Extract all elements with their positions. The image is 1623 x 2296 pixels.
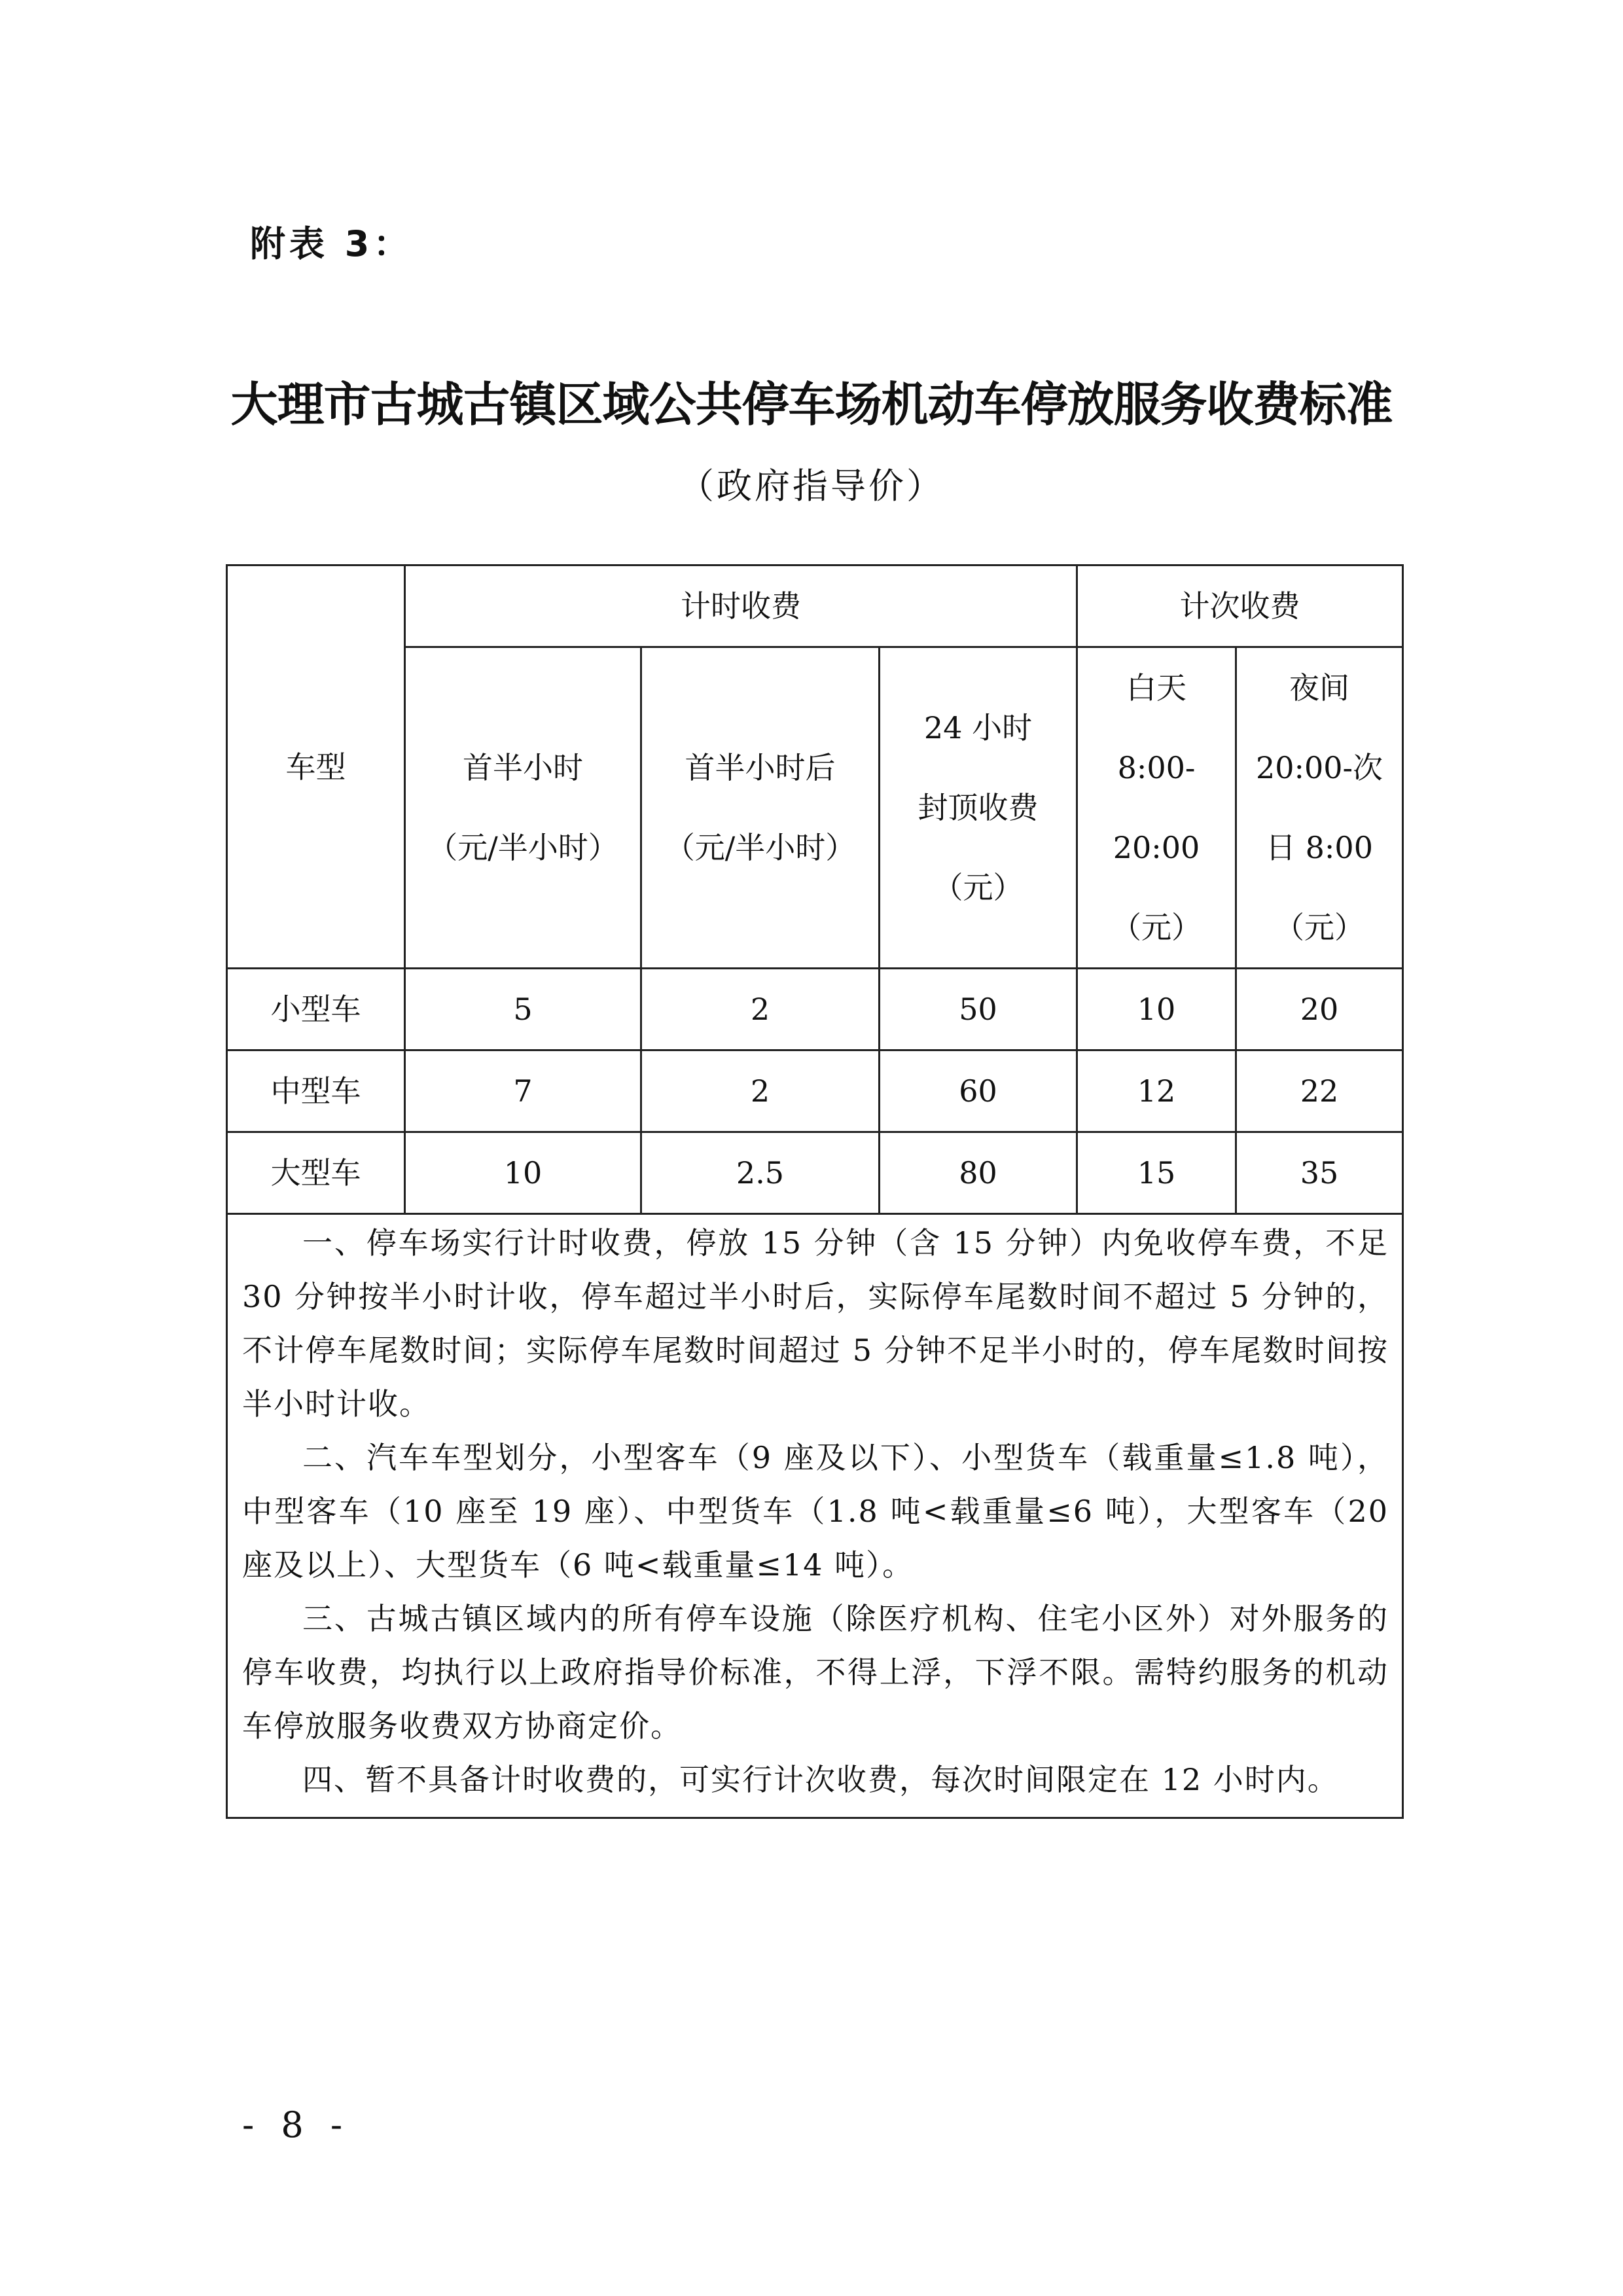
document-subtitle: （政府指导价） — [679, 465, 944, 507]
table-row — [227, 1132, 1403, 1214]
daytime-fee-cell: 12 — [1077, 1050, 1236, 1132]
nighttime-fee-cell: 35 — [1236, 1132, 1403, 1214]
nighttime-fee-cell: 22 — [1236, 1050, 1403, 1132]
after-half-hour-cell: 2 — [641, 1050, 880, 1132]
annex-label: 附表 3： — [250, 223, 413, 264]
header-line: 日 8:00 — [1266, 830, 1373, 865]
header-line: 首半小时后 — [685, 750, 836, 785]
per-visit-fee-group-header: 计次收费 — [1077, 565, 1403, 647]
header-line: （元） — [1111, 910, 1202, 945]
header-line: （元/半小时） — [427, 830, 618, 865]
header-line: 白天 — [1126, 670, 1187, 706]
vehicle-type-cell: 大型车 — [227, 1132, 405, 1214]
header-line: 8:00- — [1117, 750, 1196, 785]
first-half-hour-cell: 10 — [405, 1132, 641, 1214]
hourly-fee-group-header: 计时收费 — [405, 565, 1077, 647]
header-line: （元/半小时） — [664, 830, 856, 865]
note-paragraph-2: 二、汽车车型划分，小型客车（9 座及以下）、小型货车（载重量≤1.8 吨），中型客车（10 座至 19 座）、中型货车（1.8 吨<载重量≤6 吨），大型客车（20 座及以上）、大型货车（6 吨<载重量≤14 吨）。 — [242, 1440, 1389, 1583]
note-paragraph-4: 四、暂不具备计时收费的，可实行计次收费，每次时间限定在 12 小时内。 — [302, 1762, 1339, 1797]
nighttime-fee-cell: 20 — [1236, 969, 1403, 1050]
header-line: 首半小时 — [463, 750, 583, 785]
table-row — [227, 969, 1403, 1050]
header-line: 20:00 — [1113, 830, 1200, 865]
cap-24h-cell: 50 — [880, 969, 1077, 1050]
vehicle-type-cell: 中型车 — [227, 1050, 405, 1132]
header-line: （元） — [1274, 910, 1365, 945]
vehicle-type-header: 车型 — [227, 565, 405, 969]
page-number: - 8 - — [242, 2104, 351, 2145]
header-line: （元） — [933, 870, 1024, 905]
header-line: 20:00-次 — [1255, 750, 1383, 785]
parking-fee-table — [226, 564, 1404, 1819]
notes-cell — [227, 1214, 1403, 1818]
first-half-hour-cell: 7 — [405, 1050, 641, 1132]
table-row — [227, 1050, 1403, 1132]
daytime-header — [1077, 647, 1236, 969]
after-first-half-hour-header — [641, 647, 880, 969]
daytime-fee-cell: 15 — [1077, 1132, 1236, 1214]
first-half-hour-header — [405, 647, 641, 969]
first-half-hour-cell: 5 — [405, 969, 641, 1050]
header-line: 封顶收费 — [918, 790, 1039, 825]
header-line: 24 小时 — [923, 710, 1033, 745]
note-paragraph-3: 三、古城古镇区域内的所有停车设施（除医疗机构、住宅小区外）对外服务的停车收费，均执行以上政府指导价标准，不得上浮，下浮不限。需特约服务的机动车停放服务收费双方协商定价。 — [242, 1601, 1389, 1744]
daytime-fee-cell: 10 — [1077, 969, 1236, 1050]
cap-24h-cell: 80 — [880, 1132, 1077, 1214]
after-half-hour-cell: 2 — [641, 969, 880, 1050]
cap-24h-cell: 60 — [880, 1050, 1077, 1132]
note-paragraph-1: 一、停车场实行计时收费，停放 15 分钟（含 15 分钟）内免收停车费，不足 30 分钟按半小时计收，停车超过半小时后，实际停车尾数时间不超过 5 分钟的，不计停车尾数时间；实际停车尾数时间超过 5 分钟不足半小时的，停车尾数时间按半小时计收。 — [242, 1225, 1389, 1422]
cap-24h-header — [880, 647, 1077, 969]
after-half-hour-cell: 2.5 — [641, 1132, 880, 1214]
document-title: 大理市古城古镇区域公共停车场机动车停放服务收费标准 — [230, 376, 1393, 432]
nighttime-header — [1236, 647, 1403, 969]
vehicle-type-cell: 小型车 — [227, 969, 405, 1050]
header-line: 夜间 — [1289, 670, 1350, 706]
